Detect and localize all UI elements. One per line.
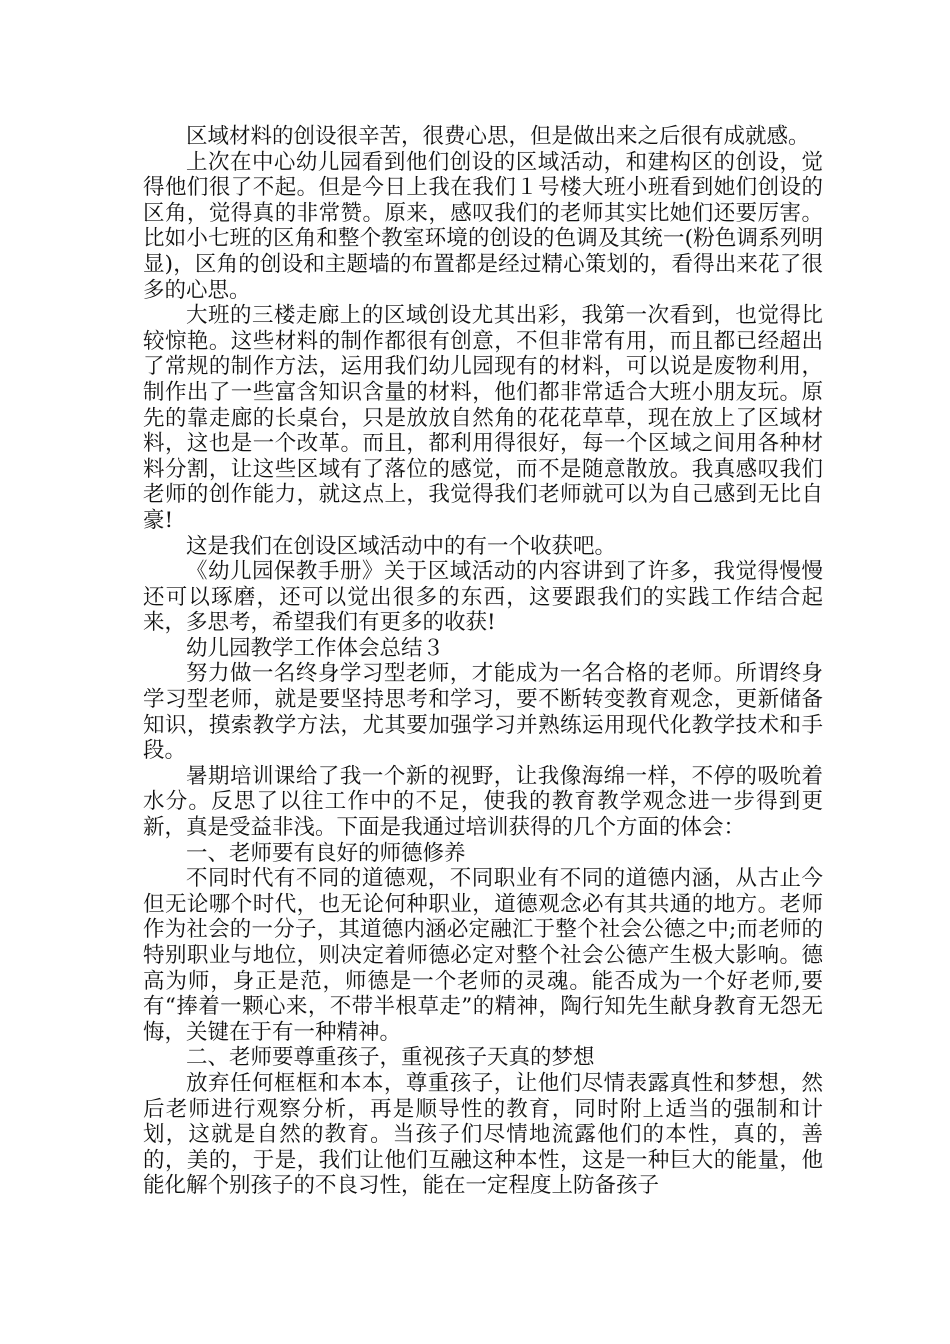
subheading-2: 二、老师要尊重孩子，重视孩子天真的梦想 xyxy=(186,1045,595,1071)
paragraph-3: 大班的三楼走廊上的区域创设尤其出彩，我第一次看到，也觉得比较惊艳。这些材料的制作都很有创意，不但非常有用，而且都已经超出了常规的制作方法，运用我们幼儿园现有的材料，可以说是废物利用，制作出了一些富含知识含量的材料，他们都非常适合大班小朋友玩。原先的靠走廊的长桌台，只是放放自然角的花花草草，现在放上了区域材料，这也是一个改革。而且，都利用得很好，每一个区域之间用各种材料分割，让这些区域有了落位的感觉，而不是随意散放。我真感叹我们老师的创作能力，就这点上，我觉得我们老师就可以为自己感到无比自豪! xyxy=(143,303,823,533)
paragraph-4: 这是我们在创设区域活动中的有一个收获吧。 xyxy=(186,533,617,559)
paragraph-10: 不同时代有不同的道德观，不同职业有不同的道德内涵，从古止今但无论哪个时代，也无论何种职业，道德观念必有其共通的地方。老师作为社会的一分子，其道德内涵必定融汇于整个社会公德之中;而老师的特别职业与地位，则决定着师德必定对整个社会公德产生极大影响。德高为师，身正是范，师德是一个老师的灵魂。能否成为一个好老师,要有“捧着一颗心来，不带半根草走”的精神，陶行知先生献身教育无怨无悔，关键在于有一种精神。 xyxy=(143,866,823,1045)
paragraph-12: 放弃任何框框和本本，尊重孩子，让他们尽情表露真性和梦想，然后老师进行观察分析，再是顺导性的教育，同时附上适当的强制和计划，这就是自然的教育。当孩子们尽情地流露他们的本性，真的，善的，美的，于是，我们让他们互融这种本性，这是一种巨大的能量，他能化解个别孩子的不良习性，能在一定程度上防备孩子 xyxy=(143,1070,823,1199)
paragraph-5: 《幼儿园保教手册》关于区域活动的内容讲到了许多，我觉得慢慢还可以琢磨，还可以觉出很多的东西，这要跟我们的实践工作结合起来，多思考，希望我们有更多的收获! xyxy=(143,559,823,636)
document-page xyxy=(143,124,823,1199)
paragraph-7: 努力做一名终身学习型老师，才能成为一名合格的老师。所谓终身学习型老师，就是要坚持思考和学习，要不断转变教育观念，更新储备知识，摸索教学方法，尤其要加强学习并熟练运用现代化教学技术和手段。 xyxy=(143,661,823,764)
section-heading: 幼儿园教学工作体会总结３ xyxy=(186,635,445,661)
paragraph-8: 暑期培训课给了我一个新的视野，让我像海绵一样，不停的吸吮着水分。反思了以往工作中的不足，使我的教育教学观念进一步得到更新，真是受益非浅。下面是我通过培训获得的几个方面的体会： xyxy=(143,763,823,841)
subheading-1: 一、老师要有良好的师德修养 xyxy=(186,840,466,866)
paragraph-2: 上次在中心幼儿园看到他们创设的区域活动，和建构区的创设，觉得他们很了不起。但是今日上我在我们１号楼大班小班看到她们创设的区角，觉得真的非常赞。原来，感叹我们的老师其实比她们还要厉害。比如小七班的区角和整个教室环境的创设的色调及其统一(粉色调系列明显)，区角的创设和主题墙的布置都是经过精心策划的，看得出来花了很多的心思。 xyxy=(143,149,823,303)
paragraph-1: 区域材料的创设很辛苦，很费心思，但是做出来之后很有成就感。 xyxy=(186,124,810,149)
